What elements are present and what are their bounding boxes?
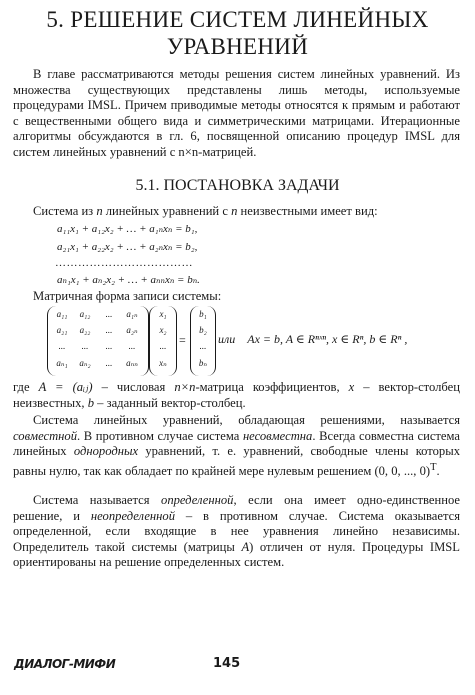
determined-text: Система называется <box>33 493 162 507</box>
matrix-cell: aₙ₁ <box>56 358 68 368</box>
consistency-text: . Всегда совместна система линейных <box>13 428 460 458</box>
matrix-cell: aₙₙ <box>126 358 138 368</box>
vector-cell: x₁ <box>159 309 167 319</box>
matrix-cell: ... <box>105 325 113 335</box>
equation-n: aₙ₁x₁ + aₙ₂x₂ + … + aₙₙxₙ = bₙ. <box>57 274 200 286</box>
where-text: – числовая <box>92 380 175 394</box>
vector-cell: b₂ <box>199 325 207 335</box>
term-homogeneous: однородных <box>73 444 139 458</box>
compact-form <box>218 332 407 347</box>
vector-cell: bₙ <box>198 358 208 368</box>
vector-cell: ... <box>159 341 167 351</box>
nxn-term: n×n <box>174 380 196 394</box>
determined-text: ) отличен от нуля. Процедуры IMSL ориентированы на решение определенных систем. <box>13 539 460 569</box>
consistency-text: уравнений, т. е. уравнений, свободные члены которых равны нулю, так как обладает по крайней мере нулевым решением (0, 0, ..., 0) <box>13 444 460 478</box>
where-text: – вектор-столбец неизвестных, <box>13 380 461 410</box>
equals-sign: = <box>179 333 186 347</box>
matrix-cell: a₁₁ <box>56 309 68 319</box>
term-consistent: совместной <box>13 428 78 443</box>
rhs-vector <box>190 306 216 376</box>
consistency-text: . В противном случае система <box>77 428 243 443</box>
var-b: b <box>87 395 95 410</box>
vector-cell: ... <box>199 341 207 351</box>
system-intro-suffix: неизвестными имеет вид: <box>237 204 378 218</box>
matrix-cell: a₂ₙ <box>126 325 138 335</box>
var-n: n <box>96 204 103 218</box>
chapter-title-line-2: УРАВНЕНИЙ <box>166 34 309 59</box>
matrix-cell: ... <box>105 341 113 351</box>
term-undetermined: неопределенной <box>90 508 176 523</box>
matrix-equation <box>47 306 467 376</box>
matrix-cell: a₁₂ <box>79 309 91 319</box>
consistency-paragraph <box>13 413 460 479</box>
system-intro-middle: линейных уравнений с <box>102 204 232 218</box>
unknowns-vector <box>149 306 177 376</box>
publisher-logo: ДИАЛОГ-МИФИ <box>14 657 116 671</box>
matrix-cell: ... <box>58 341 66 351</box>
matrix-cell: ... <box>105 309 113 319</box>
equation-1: a₁₁x₁ + a₁₂x₂ + … + a₁ₙxₙ = b₁, <box>57 223 198 235</box>
equation-ellipsis: ……………………………… <box>55 257 193 269</box>
matrix-form-label: Матричная форма записи системы: <box>33 289 222 303</box>
var-a: A <box>241 539 250 554</box>
matrix-cell: ... <box>105 358 113 368</box>
where-text: -матрица коэффициентов, <box>195 380 349 394</box>
a-definition: A = (aᵢⱼ) <box>38 380 93 394</box>
system-intro <box>13 204 460 220</box>
determined-text: – в противном случае. Система оказывается определенной, если входящие в нее уравнения линейно независимы. Определитель такой системы (матрицы <box>13 508 460 554</box>
matrix-cell: aₙ₂ <box>79 358 91 368</box>
term-determined: определенной <box>161 493 234 507</box>
consistency-text: . <box>436 463 440 478</box>
vector-cell: x₂ <box>159 325 167 335</box>
where-text: – заданный вектор-столбец. <box>94 395 246 410</box>
determined-paragraph <box>13 493 460 571</box>
transpose-mark: T <box>430 461 437 473</box>
determined-text: , если она имеет одно-единственное решение, и <box>13 493 460 523</box>
section-title: 5.1. ПОСТАНОВКА ЗАДАЧИ <box>135 177 340 194</box>
chapter-title-line-1: 5. РЕШЕНИЕ СИСТЕМ ЛИНЕЙНЫХ <box>46 7 429 32</box>
equation-2: a₂₁x₁ + a₂₂x₂ + … + a₂ₙxₙ = b₂, <box>57 241 198 253</box>
var-n: n <box>231 204 238 218</box>
where-text: где <box>13 380 39 394</box>
vector-cell: xₙ <box>159 358 167 368</box>
term-inconsistent: несовместна <box>242 428 313 443</box>
intro-paragraph: В главе рассматриваются методы решения систем линейных уравнений. Из множества существующих представлены лишь методы, используемые процедурами IMSL. Причем приводимые методы относятся к прямым и работают с вещественными общего вида и симметрическими матрицами. Итерационные алгоритмы обсуждаются в гл. 6, посвященной описанию процедур IMSL для систем линейных уравнений с n×n-матрицей. <box>13 67 460 159</box>
page-number: 145 <box>213 656 241 671</box>
var-x: x <box>348 380 355 394</box>
coefficient-matrix <box>47 306 149 376</box>
matrix-cell: ... <box>128 341 136 351</box>
compact-equation: Ax = b, A ∈ Rⁿˣⁿ, x ∈ Rⁿ, b ∈ Rⁿ , <box>247 332 408 346</box>
matrix-cell: ... <box>81 341 89 351</box>
consistency-text: Система линейных уравнений, обладающая решениями, называется <box>33 413 460 427</box>
chapter-title <box>20 6 455 60</box>
vector-cell: b₁ <box>199 309 207 319</box>
system-intro-prefix: Система из <box>33 204 97 218</box>
matrix-cell: a₂₁ <box>56 325 68 335</box>
or-word: или <box>218 332 236 346</box>
matrix-cell: a₁ₙ <box>126 309 138 319</box>
where-paragraph <box>13 380 460 411</box>
matrix-cell: a₂₂ <box>79 325 91 335</box>
